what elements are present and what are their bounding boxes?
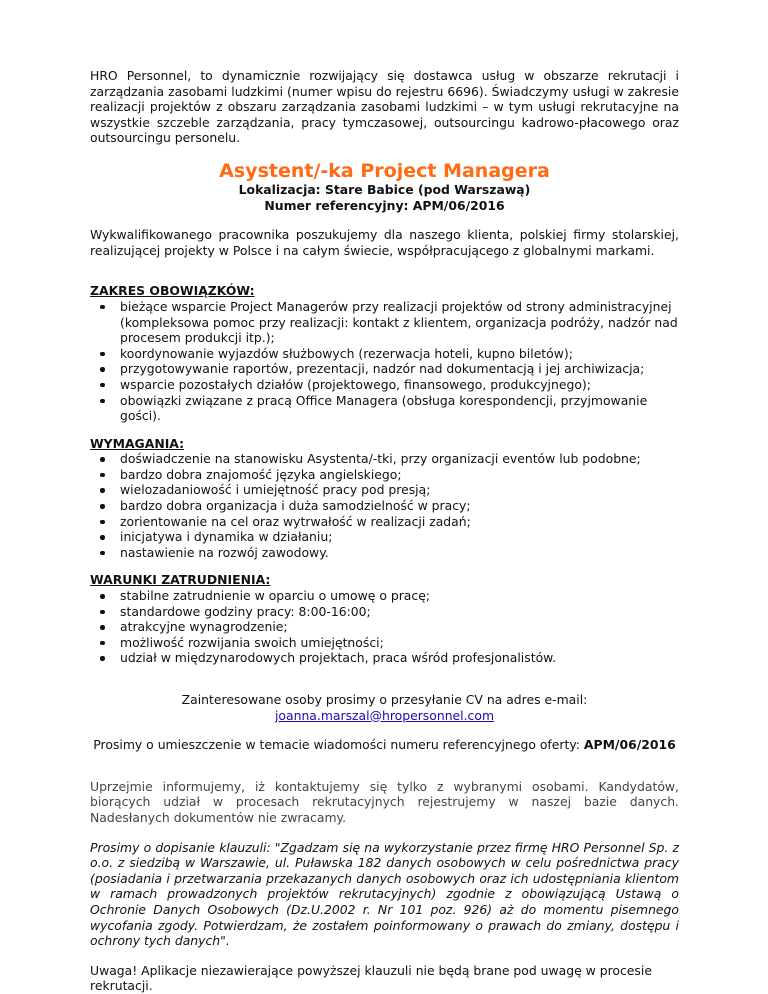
job-location: Lokalizacja: Stare Babice (pod Warszawą)	[238, 181, 531, 197]
bullet-icon	[100, 383, 105, 388]
list-item: wielozadaniowość i umiejętność pracy pod presją;	[120, 482, 679, 498]
bullet-icon	[100, 352, 105, 357]
contact-text: Zainteresowane osoby prosimy o przesyłanie CV na adres e-mail:	[181, 692, 588, 707]
list-item: standardowe godziny pracy: 8:00-16:00;	[120, 604, 679, 620]
contact-block	[90, 692, 679, 723]
bullet-icon	[100, 367, 105, 372]
bullet-icon	[100, 535, 105, 540]
bullet-icon	[100, 305, 105, 310]
bullet-icon	[100, 399, 105, 404]
bullet-icon	[100, 625, 105, 630]
list-item: bardzo dobra organizacja i duża samodzielność w pracy;	[120, 498, 679, 514]
bullet-icon	[100, 457, 105, 462]
email-link[interactable]: joanna.marszal@hropersonnel.com	[274, 707, 495, 723]
notice-text: Uprzejmie informujemy, iż kontaktujemy się tylko z wybranymi osobami. Kandydatów, biorących udział w procesach rekrutacyjnych rejestrujemy w naszej bazie danych. Nadesłanych dokumentów nie zwracamy.	[90, 778, 679, 825]
bullet-icon	[100, 610, 105, 615]
bullet-icon	[100, 641, 105, 646]
bullet-icon	[100, 551, 105, 556]
duties-heading: ZAKRES OBOWIĄZKÓW:	[90, 283, 255, 299]
reference-request-text: Prosimy o umieszczenie w temacie wiadomości numeru referencyjnego oferty:	[93, 737, 584, 753]
conditions-list	[90, 588, 679, 666]
list-item: zorientowanie na cel oraz wytrwałość w realizacji zadań;	[120, 514, 679, 530]
list-item: bieżące wsparcie Project Managerów przy realizacji projektów od strony administracyjnej (kompleksowa pomoc przy realizacji: kontakt z klientem, organizacja podróży, nadzór nad procesem produkcji itp.);	[120, 299, 679, 346]
warning-text: Uwaga! Aplikacje niezawierające powyższej klauzuli nie będą brane pod uwagę w procesie rekrutacji.	[90, 962, 652, 994]
list-item: doświadczenie na stanowisku Asystenta/-tki, przy organizacji eventów lub podobne;	[120, 451, 679, 467]
list-item: przygotowywanie raportów, prezentacji, nadzór nad dokumentacją i jej archiwizacja;	[120, 361, 679, 377]
bullet-icon	[100, 473, 105, 478]
list-item: atrakcyjne wynagrodzenie;	[120, 619, 679, 635]
requirements-section	[90, 436, 679, 561]
client-description: Wykwalifikowanego pracownika poszukujemy dla naszego klienta, polskiej firmy stolarskiej, realizującej projekty w Polsce i na całym świecie, współpracującego z globalnymi markami.	[90, 227, 679, 258]
bullet-icon	[100, 520, 105, 525]
list-item: obowiązki związane z pracą Office Managera (obsługa korespondencji, przyjmowanie gości).	[120, 393, 679, 424]
consent-clause: Prosimy o dopisanie klauzuli: "Zgadzam się na wykorzystanie przez firmę HRO Personnel Sp. z o.o. z siedzibą w Warszawie, ul. Puławska 182 danych osobowych w celu pośrednictwa pracy (posiadania i przetwarzania przekazanych danych osobowych oraz ich udostępniania klientom w ramach prowadzonych projektów rekrutacyjnych) zgodnie z obowiązującą Ustawą o Ochronie Danych Osobowych (Dz.U.2002 r. Nr 101 poz. 926) aż do momentu pisemnego wycofania zgody. Potwierdzam, że zostałem poinformowany o prawach do zmiany, dostępu i ochrony tych danych".	[90, 839, 679, 949]
list-item: możliwość rozwijania swoich umiejętności;	[120, 635, 679, 651]
company-intro: HRO Personnel, to dynamicznie rozwijający się dostawca usług w obszarze rekrutacji i zarządzania zasobami ludzkimi (numer wpisu do rejestru 6696). Świadczymy usługi w zakresie realizacji projektów z obszaru zarządzania zasobami ludzkimi – w tym usługi rekrutacyjne na wszystkie szczeble zarządzania, pracy tymczasowej, outsourcingu kadrowo-płacowego oraz outsourcingu personelu.	[90, 68, 679, 146]
bullet-icon	[100, 488, 105, 493]
job-reference: Numer referencyjny: APM/06/2016	[264, 197, 505, 213]
bullet-icon	[100, 504, 105, 509]
requirements-heading: WYMAGANIA:	[90, 435, 185, 451]
duties-list	[90, 299, 679, 424]
bullet-icon	[100, 656, 105, 661]
duties-section	[90, 283, 679, 423]
list-item: koordynowanie wyjazdów służbowych (rezerwacja hoteli, kupno biletów);	[120, 346, 679, 362]
reference-number: APM/06/2016	[583, 737, 676, 753]
conditions-section	[90, 572, 679, 666]
list-item: udział w międzynarodowych projektach, praca wśród profesjonalistów.	[120, 650, 679, 666]
list-item: stabilne zatrudnienie w oparciu o umowę o pracę;	[120, 588, 679, 604]
bullet-icon	[100, 594, 105, 599]
list-item: bardzo dobra znajomość języka angielskiego;	[120, 467, 679, 483]
list-item: inicjatywa i dynamika w działaniu;	[120, 529, 679, 545]
list-item: nastawienie na rozwój zawodowy.	[120, 545, 679, 561]
requirements-list	[90, 451, 679, 560]
list-item: wsparcie pozostałych działów (projektowego, finansowego, produkcyjnego);	[120, 377, 679, 393]
reference-request	[90, 737, 679, 753]
conditions-heading: WARUNKI ZATRUDNIENIA:	[90, 572, 271, 588]
job-title: Asystent/-ka Project Managera	[219, 159, 550, 182]
